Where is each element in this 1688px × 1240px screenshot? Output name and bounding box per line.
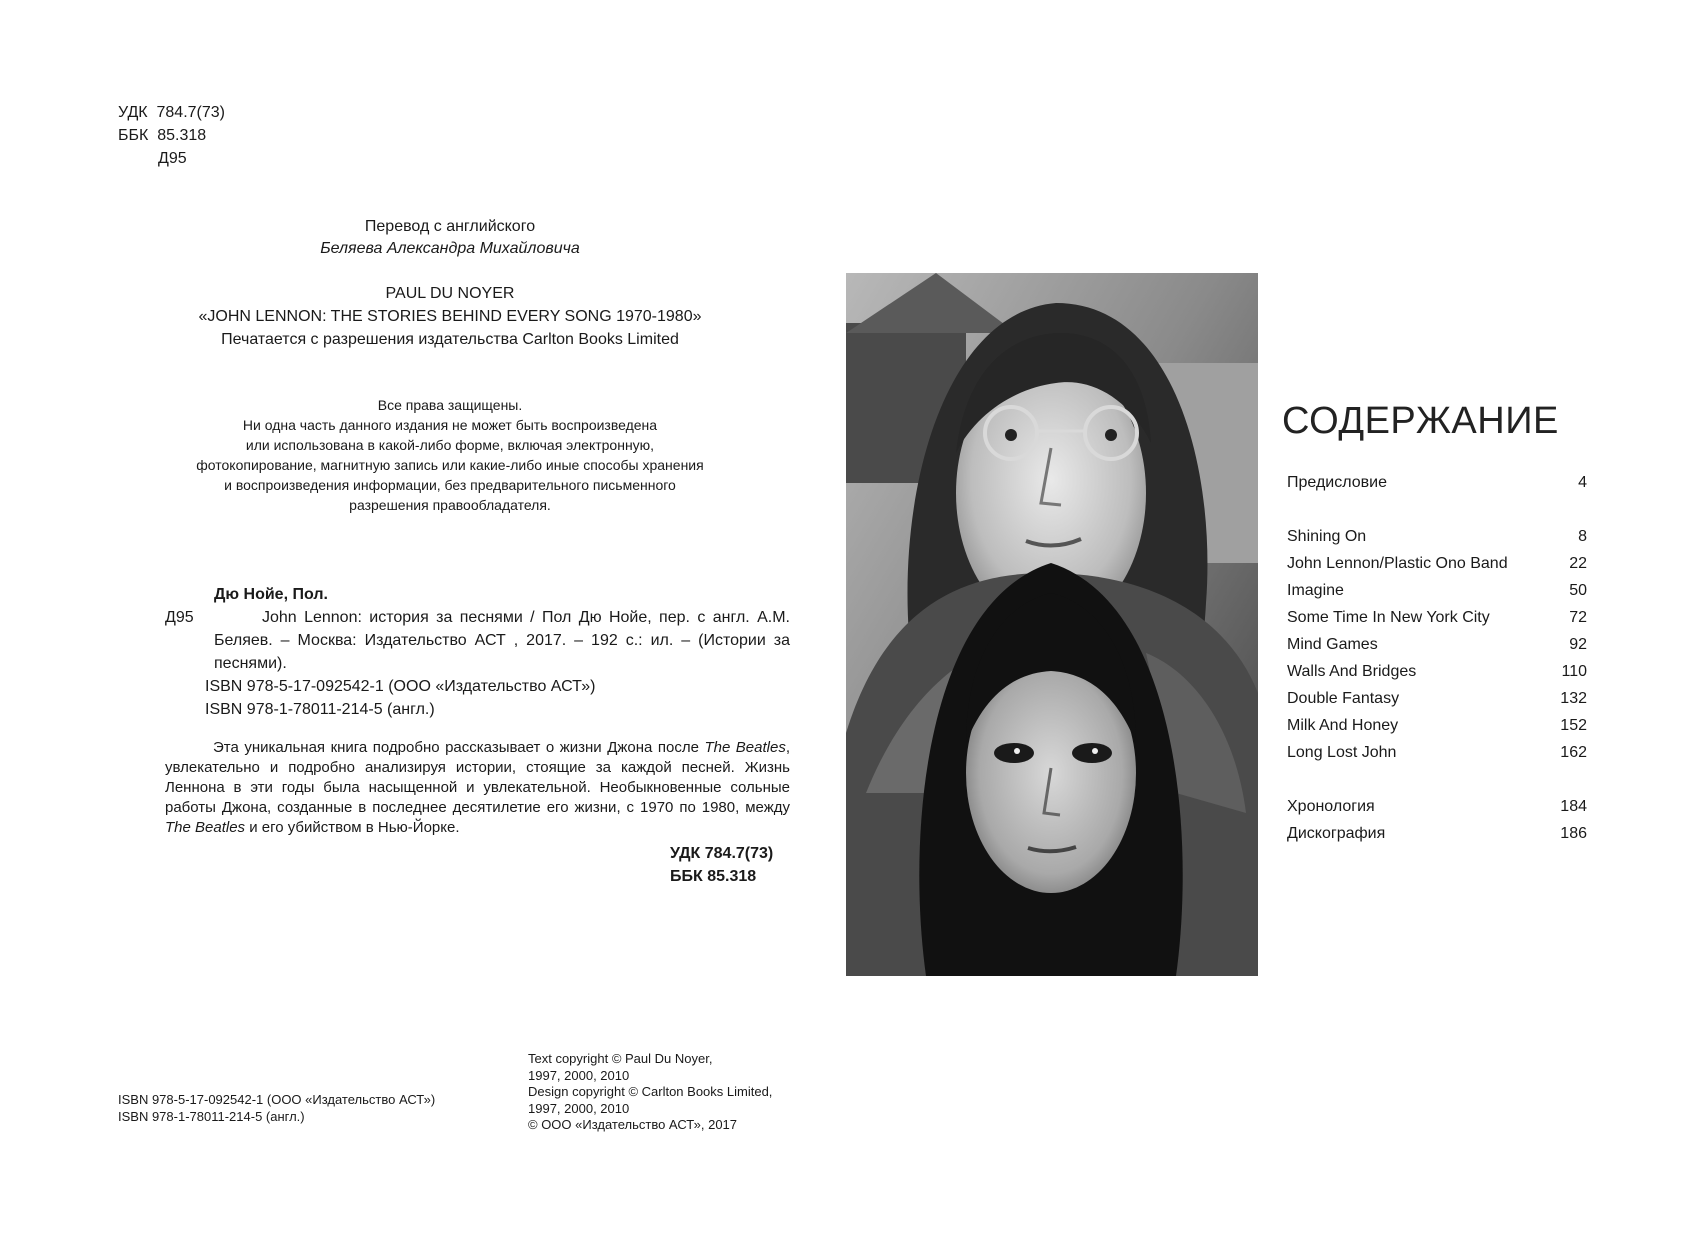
rights-line: и воспроизведения информации, без предварительного письменного xyxy=(224,477,676,493)
annotation xyxy=(165,738,790,838)
toc-item-label: John Lennon/Plastic Ono Band xyxy=(1287,555,1508,572)
toc-item-page: 4 xyxy=(1578,474,1587,491)
toc-item-label: Milk And Honey xyxy=(1287,717,1399,734)
rights-line: фотокопирование, магнитную запись или какие-либо иные способы хранения xyxy=(196,457,704,473)
toc-item[interactable] xyxy=(1287,712,1587,739)
toc-item-page: 8 xyxy=(1578,528,1587,545)
udk-code-bold: УДК 784.7(73) xyxy=(670,845,774,862)
toc-item[interactable] xyxy=(1287,658,1587,685)
original-title: «JOHN LENNON: THE STORIES BEHIND EVERY SONG 1970-1980» xyxy=(198,308,702,325)
footer-isbn xyxy=(118,1091,435,1125)
toc-item-page: 162 xyxy=(1560,744,1587,761)
bbk-code-bold: ББК 85.318 xyxy=(670,868,757,885)
toc-item-label: Long Lost John xyxy=(1287,744,1397,761)
rights-line: или использована в какой-либо форме, включая электронную, xyxy=(245,437,655,453)
toc-item-page: 92 xyxy=(1569,636,1587,653)
rights-notice xyxy=(150,395,750,515)
toc-title: СОДЕРЖАНИЕ xyxy=(1282,400,1559,442)
portrait-photo-art xyxy=(846,273,1258,976)
card-code: Д95 xyxy=(165,609,194,626)
rights-line: Ни одна часть данного издания не может быть воспроизведена xyxy=(242,417,658,433)
toc-item[interactable] xyxy=(1287,523,1587,550)
toc-item-label: Some Time In New York City xyxy=(1287,609,1490,626)
translation-line: Перевод с английского xyxy=(364,218,536,235)
annotation-text xyxy=(165,738,790,838)
portrait-photo xyxy=(846,273,1258,976)
toc-item-label: Дискография xyxy=(1287,825,1386,842)
card-isbn-2: ISBN 978-1-78011-214-5 (англ.) xyxy=(205,701,435,718)
annotation-band-2: The Beatles xyxy=(165,819,246,836)
toc-item-page: 184 xyxy=(1560,798,1587,815)
toc-item-label: Shining On xyxy=(1287,528,1367,545)
toc-item-page: 186 xyxy=(1560,825,1587,842)
footer-isbn-2: ISBN 978-1-78011-214-5 (англ.) xyxy=(118,1109,305,1124)
toc-item-page: 50 xyxy=(1569,582,1587,599)
copyright-line: 1997, 2000, 2010 xyxy=(528,1100,630,1116)
toc-item[interactable] xyxy=(1287,820,1587,847)
original-author: PAUL DU NOYER xyxy=(385,285,515,302)
annotation-part-1: Эта уникальная книга подробно рассказывает о жизни Джона после xyxy=(213,739,705,756)
toc-item[interactable] xyxy=(1287,577,1587,604)
toc-item-label: Mind Games xyxy=(1287,636,1378,653)
toc-item[interactable] xyxy=(1287,604,1587,631)
toc-item-page: 132 xyxy=(1560,690,1587,707)
card-description: John Lennon: история за песнями / Пол Дю Нойе, пер. с англ. А.М. Беляев. – Москва: Издательство АСТ , 2017. – 192 с.: ил. – (Истории за песнями). xyxy=(214,609,790,672)
copyright-block xyxy=(528,1051,772,1134)
toc-item[interactable] xyxy=(1287,550,1587,577)
toc-item[interactable] xyxy=(1287,739,1587,766)
toc-item[interactable] xyxy=(1287,469,1587,496)
copyright-line: 1997, 2000, 2010 xyxy=(528,1067,630,1083)
toc-item-label: Предисловие xyxy=(1287,474,1387,491)
udk-code: УДК 784.7(73) xyxy=(118,104,225,121)
footer-isbn-1: ISBN 978-5-17-092542-1 (ООО «Издательство АСТ») xyxy=(118,1092,436,1107)
toc-item-label: Double Fantasy xyxy=(1287,690,1400,707)
copyright-line: Design copyright © Carlton Books Limited, xyxy=(528,1084,773,1099)
toc-item-page: 152 xyxy=(1560,717,1587,734)
rights-line: разрешения правообладателя. xyxy=(349,497,551,513)
copyright-line: © ООО «Издательство АСТ», 2017 xyxy=(528,1117,738,1132)
rights-line: Все права защищены. xyxy=(377,397,523,413)
classification-block xyxy=(118,101,225,170)
translator-name: Беляева Александра Михайловича xyxy=(320,240,580,257)
classification-codes xyxy=(670,842,773,888)
permission-line: Печатается с разрешения издательства Carlton Books Limited xyxy=(221,331,679,348)
toc-item-label: Хронология xyxy=(1287,798,1375,815)
copyright-line: Text copyright © Paul Du Noyer, xyxy=(528,1051,713,1066)
catalog-card xyxy=(165,583,790,721)
toc-item-page: 72 xyxy=(1569,609,1587,626)
translation-credit xyxy=(200,216,700,260)
bbk-code: ББК 85.318 xyxy=(118,127,207,144)
toc-item-label: Imagine xyxy=(1287,582,1344,599)
toc-item-page: 22 xyxy=(1569,555,1587,572)
annotation-part-2: , увлекательно и подробно анализируя истории, стоящие за каждой песней. Жизнь Леннона в эти годы была насыщенной и увлекательной. Необыкновенные сольные работы Джона, созданные в последнее десятилетие его жизни, с 1970 по 1980, между xyxy=(165,739,791,816)
card-author: Дю Нойе, Пол. xyxy=(214,586,328,603)
toc-item[interactable] xyxy=(1287,793,1587,820)
annotation-part-3: и его убийством в Нью-Йорке. xyxy=(245,819,460,836)
toc-item-page: 110 xyxy=(1561,663,1587,680)
toc-item[interactable] xyxy=(1287,631,1587,658)
author-code: Д95 xyxy=(158,150,187,167)
annotation-band-1: The Beatles xyxy=(704,739,786,756)
card-isbn-1: ISBN 978-5-17-092542-1 (ООО «Издательство АСТ») xyxy=(205,678,596,695)
table-of-contents xyxy=(1287,469,1587,847)
toc-item-label: Walls And Bridges xyxy=(1287,663,1417,680)
original-publication xyxy=(150,282,750,351)
toc-item[interactable] xyxy=(1287,685,1587,712)
